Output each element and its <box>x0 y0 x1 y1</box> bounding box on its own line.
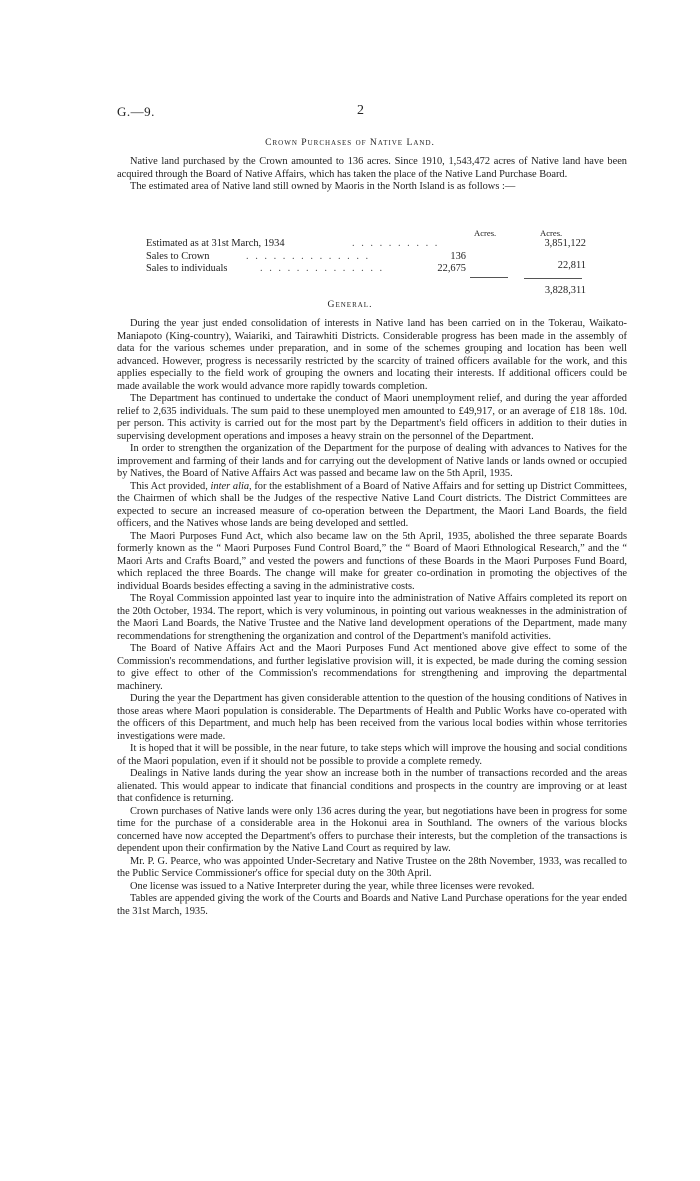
paragraph: The Board of Native Affairs Act and the Maori Purposes Fund Act mentioned above give effect to some of the Commission's recommendations, and further legislative provision will, it is expected, be made during the coming session to give effect to other of the Commission's recommendations for strengthening and improving the departmental machinery. <box>117 643 627 692</box>
total-line <box>146 285 586 298</box>
intro-text <box>117 156 627 194</box>
total-value: 3,828,311 <box>544 285 586 296</box>
paragraph-start: This Act provided, <box>130 480 208 492</box>
row-label: Sales to Crown <box>146 250 210 262</box>
paragraph: Mr. P. G. Pearce, who was appointed Under-Secretary and Native Trustee on the 28th November, 1933, was recalled to the Public Service Commissioner's office for special duty on the 30th April. <box>117 855 627 879</box>
acres-col2: 3,851,122 <box>544 238 586 249</box>
row-label: Sales to individuals <box>146 263 228 274</box>
total-rule <box>524 278 582 279</box>
column-header-acres-1: Acres. <box>474 228 497 238</box>
paragraph: Dealings in Native lands during the year show an increase both in the number of transactions recorded and the areas alienated. This would appear to indicate that financial conditions and prospects in the country are improving or at least that confidence is returning. <box>117 768 627 804</box>
paragraph: One license was issued to a Native Interpreter during the year, while three licenses were revoked. <box>130 880 535 892</box>
column-header-acres-2: Acres. <box>540 228 563 238</box>
paragraph: It is hoped that it will be possible, in the near future, to take steps which will improve the housing and social conditions of the Maori population, even if it should not be possible to provide a complete remedy. <box>117 743 627 767</box>
table-row <box>146 260 586 273</box>
report-reference: G.—9. <box>117 104 155 119</box>
paragraph: In order to strengthen the organization of the Department for the purpose of dealing with advances to Natives for the improvement and farming of their lands and for carrying out the development of Native lands or lands owned or occupied by Natives, the Board of Native Affairs Act was passed and became law on the 5th April, 1935. <box>117 443 627 479</box>
subtotal-line <box>146 260 586 273</box>
paragraph-rest: for the establishment of a Board of Native Affairs and for setting up District Committees, the Chairmen of which shall be the Judges of the respective Native Land Court districts. The District Committees are expected to secure an increased measure of co-operation between the Department, the Maori Land Boards, the field officers, and the Natives whose lands are being developed and settled. <box>117 480 627 529</box>
paragraph: The Department has continued to undertake the conduct of Maori unemployment relief, and during the year afforded relief to 2,635 individuals. The sum paid to these unemployed men amounted to £49,917, or an average of £18 18s. 10d. per person. This activity is carried out for the most part by the Department's field officers in addition to their duties in supervising development operations and imposes a heavy strain on the personnel of the Department. <box>117 393 627 442</box>
table-row <box>146 285 586 298</box>
leader-dots: . . . . . . . . . . . . . . <box>260 263 385 274</box>
general-text <box>117 318 627 918</box>
section-title-crown-purchases: Crown Purchases of Native Land. <box>265 137 435 148</box>
paragraph: Native land purchased by the Crown amounted to 136 acres. Since 1910, 1,543,472 acres of Native land have been acquired through the Board of Native Affairs, which has taken the place of the Native Land Purchase Board. <box>117 156 627 180</box>
section-title-general: General. <box>327 299 373 310</box>
acres-col1: 22,675 <box>437 263 466 274</box>
leader-dots: . . . . . . . . . . . . . . <box>246 250 371 262</box>
latin-phrase: inter alia, <box>210 480 252 492</box>
paragraph: Tables are appended giving the work of the Courts and Boards and Native Land Purchase operations for the year ended the 31st March, 1935. <box>117 893 627 917</box>
leader-dots: . . . . . . . . . . <box>352 238 440 249</box>
row-label: Estimated as at 31st March, 1934 <box>146 238 285 249</box>
paragraph: The estimated area of Native land still owned by Maoris in the North Island is as follows :— <box>130 181 516 192</box>
paragraph: The Maori Purposes Fund Act, which also became law on the 5th April, 1935, abolished the three separate Boards formerly known as the “ Maori Purposes Fund Control Board,” the “ Board of Maori Ethnological Research,” and the “ Maori Arts and Crafts Board,” and vested the powers and functions of these Boards in the Maori Purposes Fund Board, which replaced the three Boards. The change will make for greater co-ordination in promoting the objectives of the individual Boards besides effecting a saving in the administrative costs. <box>117 530 627 592</box>
paragraph: During the year the Department has given considerable attention to the question of the housing conditions of Natives in those areas where Maori population is considerable. The Departments of Health and Public Works have co-operated with the officers of this Department, and much help has been received from the various local bodies within whose territories investigations were made. <box>117 693 627 742</box>
subtotal-value: 22,811 <box>557 260 586 271</box>
page-number: 2 <box>357 103 364 118</box>
paragraph: During the year just ended consolidation of interests in Native land has been carried on in the Tokerau, Waikato-Maniapoto (King-country), Waiariki, and Tairawhiti Districts. Considerable progress has been made in the assembly of data for the various schemes under preparation, and in some of the schemes grouping and location has been well advanced. However, progress is necessarily restricted by the scarcity of trained officers available for the work, and this applies especially to the field work of grouping the owners and locating their interests. If additional officers could be made available the work would advance more rapidly towards completion. <box>117 318 627 392</box>
acres-col1: 136 <box>450 250 466 262</box>
paragraph <box>117 481 627 531</box>
paragraph: Crown purchases of Native lands were only 136 acres during the year, but negotiations have been in progress for some time for the purchase of a considerable area in the Hokonui area in Southland. The owners of the various blocks concerned have now accepted the Department's offers to purchase their interests, but the completion of the transactions is dependent upon their confirmation by the Native Land Court as required by law. <box>117 805 627 854</box>
table-row <box>146 238 586 251</box>
subtotal-rule <box>470 277 508 278</box>
paragraph: The Royal Commission appointed last year to inquire into the administration of Native Affairs completed its report on the 20th October, 1934. The report, which is very voluminous, in pointing out various weaknesses in the administration of the Maori Land Boards, the Native Trustee and the Native land development operations of the Department, made many recommendations for strengthening the organization and control of the Department's manifold activities. <box>117 593 627 642</box>
